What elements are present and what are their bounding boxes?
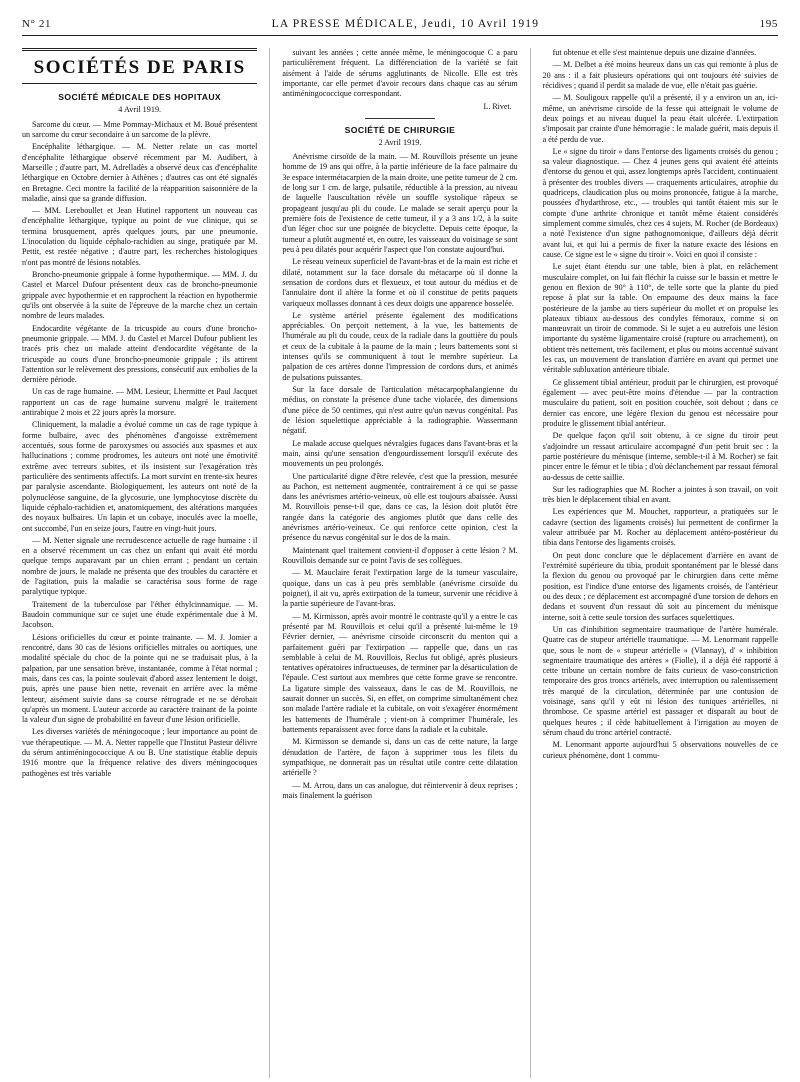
paragraph: Un cas d'inhibition segmentaire traumatique de l'artère humérale. Quatre cas de stupeur artérielle traumatique. — M. Lenormant rappelle que, sous le nom de « stupeur artérielle » (Vlannay), d' « inhibition segmentaire traumatique des artères » (Fiolle), il a déjà été rapporté à cette tribune un certain nombre de faits curieux de vaso-constriction temporaire des gros troncs artériels, avec interruption ou ralentissement très marqué de la circulation, déterminée par une contusion de voisinage, sans qu'il y eût ni lésion des tuniques artérielles, ni thrombose. Ce spasme artériel est passager et disparaît au bout de quelques heures ; il cède habituellement à l'irrigation au moyen de sérum chaud du tronc artériel contracté. [542, 624, 778, 737]
column-2-body [282, 152, 517, 801]
column-divider [269, 48, 270, 1078]
signature: L. Rivet. [483, 101, 512, 111]
paragraph: Sarcome du cœur. — Mme Pommay-Michaux et M. Boué présentent un sarcome du cœur secondaire à un sarcome de la plèvre. [22, 119, 258, 139]
column-2 [282, 48, 517, 1078]
paragraph: M. Kirmisson se demande si, dans un cas de cette nature, la large dénudation de l'artère, de façon à supprimer tous les filets du sympathique, ne donnerait pas un résultat utile contre cette dilatation artérielle ? [282, 737, 518, 778]
session-date: 2 Avril 1919. [378, 137, 422, 147]
section-title: SOCIÉTÉS DE PARIS [22, 48, 257, 84]
paragraph: Le « signe du tiroir » dans l'entorse des ligaments croisés du genou ; sa valeur diagnostique. — Chez 4 jeunes gens qui avaient été atteints d'entorse du genou et qui, assez longtemps après l'accident, continuaient à présenter des troubles divers — craquements articulaires, atrophie du quadriceps, claudication plus ou moins prononcée, fatigue à la marche, poussées d'hydarthrose, etc., — troubles qui tantôt étaient mis sur le compte d'une arthrite chronique et tantôt même étaient considérés simplement comme simulés, chez ces 4 sujets, M. Rocher (de Bordeaux) a noté l'existence d'un signe pathognomonique, d'ailleurs déjà décrit avant lui, et qui lui a permis de fixer la nature exacte des lésions en cause. Ce signe est le « signe du tiroir ». Voici en quoi il consiste : [542, 146, 778, 259]
column-1-body [22, 120, 257, 779]
paragraph: Sur les radiographies que M. Rocher a jointes à son travail, on voit très bien le déplacement tibial en avant. [542, 484, 778, 505]
paragraph: On peut donc conclure que le déplacement d'arrière en avant de l'extrémité supérieure du tibia, produit spontanément par le blessé dans la flexion du genou ou provoqué par le chirurgien dans cette même position, est l'indice d'une entorse des ligaments croisés, de l'antérieur ou des deux ; ce déplacement est accompagné d'une torsion de dehors en dedans et souvent d'un ressaut dû soit au pincement du ménisque interne, soit à cette seule torsion des surfaces squelettiques. [542, 550, 778, 622]
paragraph: — M. Kirmisson, après avoir montré le contraste qu'il y a entre le cas présenté par M. Rouvillois et celui qu'il a présenté lui-même le 19 Février dernier, — anévrisme cirsoïde circonscrit du menton qui a parfaitement guéri par l'extirpation — rappelle que, dans un cas semblable à celui de M. Rouvillois, Reclus fut obligé, après plusieurs tentatives opératoires infructueuses, de terminer par la désarticulation de l'épaule. C'est surtout aux membres que cette forme grave se rencontre. La ligature simple des vaisseaux, dans le cas de M. Rouvillois, ne saurait donner un succès. Si, en effet, on comprime simultanément chez son malade l'artère radiale et la cubitale, on voit s'exagérer énormément les battements de l'humérale ; vient-on à comprimer l'humérale, les battements reparaissent avec force dans la radiale et la cubitale. [282, 611, 518, 735]
paragraph: Ce glissement tibial antérieur, produit par le chirurgien, est provoqué également — avec peut-être moins d'étendue — par la contraction musculaire du patient, soit en position couchée, soit debout ; dans ce dernier cas encore, une légère flexion du genou est nécessaire pour produire le glissement tibial antérieur. [542, 377, 778, 428]
separator-rule [365, 118, 435, 119]
paragraph: — M. Mauclaire ferait l'extirpation large de la tumeur vasculaire, quoique, dans un cas à peu près semblable (anévrisme cirsoïde du poignet), il ait vu, après extirpation de la tumeur, survenir une récidive à la partie supérieure de l'avant-bras. [282, 568, 518, 609]
page-number: 195 [759, 18, 778, 30]
paragraph: — MM. Lereboullet et Jean Hutinel rapportent un nouveau cas d'encéphalite léthargique, typique au point de vue clinique, qui se termina brusquement, après quelques jours, par une pneumonie. L'inoculation du liquide céphalo-rachidien au singe, pratiquée par M. Pettit, est restée négative ; d'autre part, les recherches histologiques n'ont pas montré de lésions notables. [22, 206, 258, 267]
running-header [22, 18, 778, 36]
paragraph: Anévrisme cirsoïde de la main. — M. Rouvillois présente un jeune homme de 19 ans qui offre, à la partie inférieure de la face palmaire du 3e espace intermétacarpien de la main droite, une petite tumeur de 2 cm. de long sur 1 cm. de large, pulsatile, réductible à la pression, au niveau de laquelle l'auscultation révèle un souffle systolique râpeux se propageant jusqu'au pli du coude. Le malade se serait aperçu pour la première fois de l'existence de cette tumeur, il y a 3 ans 1/2, à la suite d'un léger choc sur une poignée de bicyclette. Depuis cette époque, la tumeur a plutôt augmenté et, en outre, les vaisseaux du voisinage se sont peu à peu dilatés pour acquérir l'aspect que l'on constate aujourd'hui. [282, 152, 518, 254]
paragraph: Le réseau veineux superficiel de l'avant-bras et de la main est riche et dilaté, notamment sur la face dorsale du métacarpe où il donne la sensation de cordons durs et flexueux, et tout autour du médius et de l'annulaire dont il altère la forme et où il constitue de petits paquets variqueux mollasses donnant à ces deux doigts une apparence bosselée. [282, 257, 518, 308]
paragraph: M. Lenormant apporte aujourd'hui 5 observations nouvelles de ce curieux phénomène, dont 1 commu- [542, 740, 778, 760]
paragraph: Le système artériel présente également des modifications appréciables. On perçoit nettement, à la vue, les battements de l'humérale au pli du coude, ceux de la radiale dans la gouttière du pouls et ceux de la cubitale à la paume de la main ; leurs battements sont si intenses qu'ils se communiquent à tout le membre supérieur. La palpation de ces artères donne l'impression de cordons durs, et animés de pulsations puissantes. [282, 310, 518, 382]
session-date: 4 Avril 1919. [118, 105, 162, 115]
paragraph: Cliniquement, la maladie a évolué comme un cas de rage typique à forme bulbaire, avec des phénomènes d'angoisse extrêmement accentués, sous forme de paroxysmes ou associés aux spasmes et aux hallucinations ; comme prodromes, les auteurs ont noté une émotivité extrême avec terreurs subites, et ils insistent sur l'exagération très particulière des sentiments affectifs. La mort survint en trente-six heures par paralysie ascendante. Biologiquement, les auteurs ont noté de la polynucléose sanguine, de la glycosurie, une lymphocytose discrète du liquide céphalo-rachidien et, anatomiquement, des altérations marquées des noyaux bulbaires. Un lapin et un cobaye, inoculés avec la moelle, ont succombé, l'un en seize jours, l'autre en vingt-huit jours. [22, 420, 258, 533]
paragraph: — M. Netter signale une recrudescence actuelle de rage humaine : il en a observé récemment un cas chez un enfant qui avait été mordu quelque temps auparavant par un chien errant ; pendant un certain nombre de jours, le malade ne présenta que des troubles du caractère et de l'agitation, puis la maladie se caractérisa sous forme de rage paralytique typique. [22, 535, 258, 597]
journal-title: LA PRESSE MÉDICALE, Jeudi, 10 Avril 1919 [271, 18, 540, 30]
paragraph: — M. Arrou, dans un cas analogue, dut réintervenir à deux reprises ; mais finalement la guérison [282, 780, 518, 800]
paragraph: Endocardite végétante de la tricuspide au cours d'une broncho-pneumonie grippale. — MM. J. du Castel et Marcel Dufour publient les tracés pris chez un malade atteint d'endocardite végétante de la tricuspide au cours d'une broncho-pneumonie grippale ; ils attirent l'attention sur le relèvement des pressions, consécutif aux embolies de la dernière période. [22, 323, 258, 385]
paragraph: — M. Souligoux rappelle qu'il a présenté, il y a environ un an, ici-même, un anévrisme cirsoïde de la fesse qui atteignait le volume de deux poings et au niveau duquel la peau était ulcérée. L'extirpation s'imposait par crainte d'une hémorragie : le malade guérit, mais depuis il a été perdu de vue. [542, 93, 778, 144]
paragraph: fut obtenue et elle s'est maintenue depuis une dizaine d'années. [552, 48, 757, 57]
paragraph: Le malade accuse quelques névralgies fugaces dans l'avant-bras et la main, ainsi qu'une sensation d'engourdissement lorsqu'il exécute des mouvements un peu prolongés. [282, 438, 518, 469]
paragraph: Un cas de rage humaine. — MM. Lesieur, Lhermitte et Paul Jacquet rapportent un cas de rage humaine survenu malgré le traitement antirabique 2 mois et 22 jours après la morsure. [22, 387, 258, 418]
paragraph: Le sujet étant étendu sur une table, bien à plat, en relâchement musculaire complet, on lui fait fléchir la cuisse sur le bassin et mettre le genou en flexion de 90° à 110°, de telle sorte que la plante du pied repose à plat sur la table. On empaume des deux mains la face postérieure de la jambe au tiers supérieur du mollet et on propulse les plateaux tibiaux au-dessous des condyles fémoraux, comme si on manœuvrait un tiroir de commode. Si le sujet a eu autrefois une lésion importante du système ligamentaire croisé (rupture ou arrachement), on obtient très nettement, très facilement, et plus ou moins accentué suivant les cas, un mouvement de translation d'arrière en avant qui permet une véritable subluxation antérieure tibiale. [542, 262, 778, 375]
paragraph: suivant les années ; cette année même, le méningocoque C a paru particulièrement fréquent. La différenciation de la variété se fait aisément à l'aide de sérums agglutinants de Nicolle. Elle est très importante, car elle permet d'avoir recours dans chaque cas au sérum antiméningococcique correspondant. [282, 48, 518, 99]
column-divider [530, 48, 531, 1078]
paragraph: Lésions orificielles du cœur et pointe trainante. — M. J. Jomier a rencontré, dans 30 cas de lésions orificielles mitrales ou aortiques, une modalité spéciale du choc de la pointe qui ne se traduisait plus, à la palpation, par une sensation brève, instantanée, comme à l'état normal ; mais, dans ces cas, la pointe soulevait d'abord assez lentement le doigt, puis, après une pause bien nette, revenait en arrière avec la même lenteur, aisément suivie dans sa course rétrograde et ne se dérobait qu'après un moment. L'auteur accorde au caractère trainant de la pointe la valeur d'un signe de probabilité en faveur d'une lésion orificielle. [22, 632, 258, 725]
column-1 [22, 48, 257, 1078]
column-3-body [543, 48, 778, 761]
paragraph: Traitement de la tuberculose par l'éther éthylcinnamique. — M. Baudoin communique sur ce sujet une étude expérimentale due à M. Jacobson. [22, 599, 258, 630]
paragraph: Sur la face dorsale de l'articulation métacarpophalangienne du médius, on constate la présence d'une tache violacée, des dimensions d'une pièce de 50 centimes, qui n'est autre qu'un nævus congénital. Pas de lésion squelettique appréciable à la radiographie. Wassermann négatif. [282, 385, 518, 436]
society-heading: SOCIÉTÉ DE CHIRURGIE [344, 124, 456, 135]
issue-number: N° 21 [22, 18, 52, 30]
paragraph: Les diverses variétés de méningocoque ; leur importance au point de vue thérapeutique. — M. A. Netter rappelle que l'Institut Pasteur délivre du sérum antiméningococcique A ou B. Une statistique établie depuis 1916 montre que la fréquence relative des divers méningocoques pathogènes est très variable [22, 727, 258, 778]
columns [22, 48, 778, 1078]
paragraph: Encéphalite léthargique. — M. Netter relate un cas mortel d'encéphalite léthargique observé récemment par M. Audibert, à Marseille ; d'autre part, M. Adrelladès a observé deux cas d'encéphalite léthargique en Octobre dernier à Athènes ; d'autres cas ont été signalés en Bretagne. Ceci montre la facilité de la réapparition saisonnière de la maladie, ainsi que sa grande diffusion. [22, 142, 258, 203]
paragraph: Maintenant quel traitement convient-il d'opposer à cette lésion ? M. Rouvillois demande sur ce point l'avis de ses collègues. [282, 545, 518, 566]
paragraph: Une particularité digne d'être relevée, c'est que la pression, mesurée au Pachon, est nettement augmentée, contrairement à ce qui se passe dans les anévrismes artério-veineux, où elle est toujours abaissée. Aussi M. Rouvillois pense-t-il que, dans ce cas, la lésion doit plutôt être rangée dans la catégorie des angiomes plutôt que dans celle des anévrismes artério-veineux. Ce qui renforce cette opinion, c'est la présence du nævus congénital sur le dos de la main. [282, 471, 518, 543]
paragraph: Les expériences que M. Mouchet, rapporteur, a pratiquées sur le cadavre (section des ligaments croisés) lui permettent de confirmer la valeur attribuée par M. Rocher au déplacement antéro-postérieur du tibia dans l'entorse des ligaments croisés. [542, 507, 778, 548]
paragraph: — M. Delbet a été moins heureux dans un cas qui remonte à plus de 20 ans : il a fait plusieurs opérations qui ont toujours été suivies de récidives ; quand il perdit sa malade de vue, elle n'était pas guérie. [542, 60, 778, 90]
society-heading: SOCIÉTÉ MÉDICALE DES HOPITAUX [58, 92, 222, 103]
column-3 [543, 48, 778, 1078]
paragraph: De quelque façon qu'il soit obtenu, à ce signe du tiroir peut s'adjoindre un ressaut articulaire accompagné d'un petit bruit sec : la partie postérieure du ménisque (interne, semble-t-il à M. Rocher) se fait pincer entre le fémur et le tibia ; d'où déclanchement par ressaut fémoral au-dessus de cette saillie. [542, 431, 778, 482]
column-2-top [282, 48, 517, 100]
paragraph: Broncho-pneumonie grippale à forme hypothermique. — MM. J. du Castel et Marcel Dufour présentent deux cas de broncho-pneumonie grippale avec hypothermie et en rapprochent la réaction en hypothermie qu'ils ont observée à la suite de l'épreuve de la marche chez un certain nombre de leurs malades. [22, 270, 258, 321]
